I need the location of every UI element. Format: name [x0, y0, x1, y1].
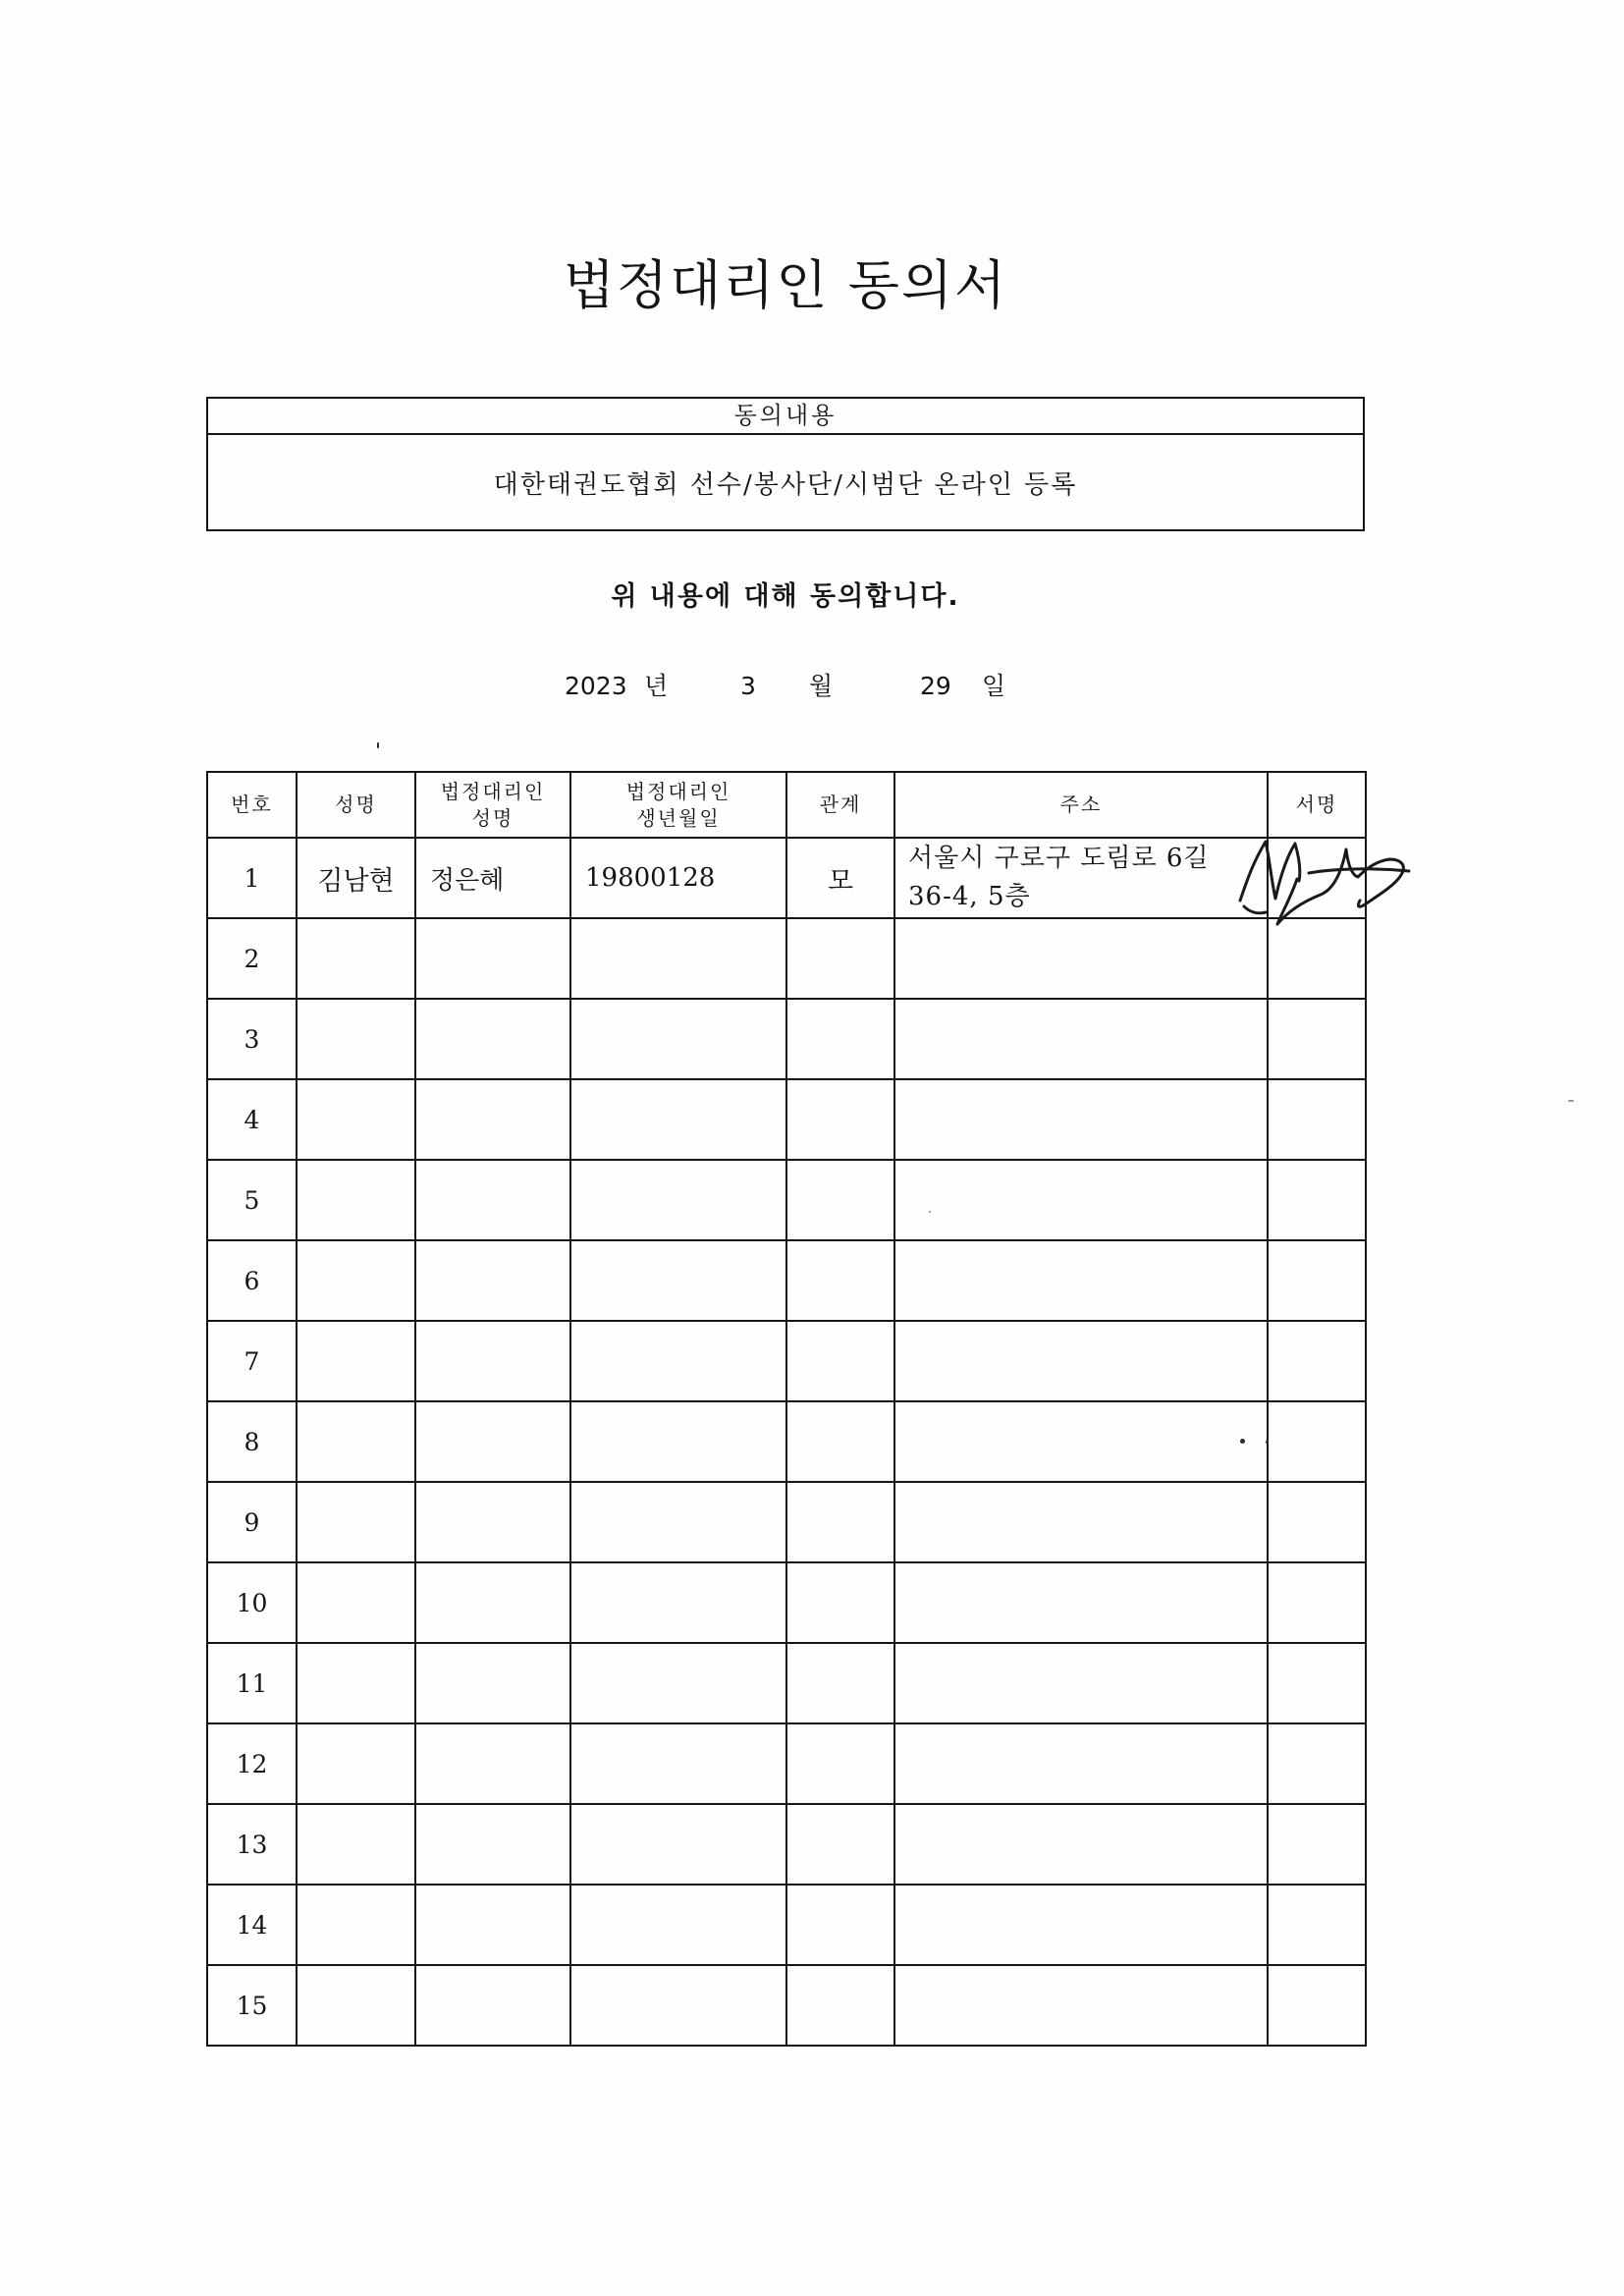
row-number: 1 [207, 838, 297, 918]
address-cell [894, 1804, 1268, 1885]
header-guardian-name [415, 772, 570, 838]
relation-cell [786, 1723, 894, 1804]
relation-cell [786, 1160, 894, 1240]
guardian-birth-cell [570, 1723, 786, 1804]
date-year-unit: 년 [644, 672, 669, 700]
table-row [207, 1482, 1366, 1562]
guardian-birth-cell [570, 1160, 786, 1240]
relation-cell [786, 1079, 894, 1160]
row-number: 14 [207, 1885, 297, 1965]
consent-box [206, 397, 1365, 531]
address-line1: 서울시 구로구 도림로 6길 [908, 844, 1210, 873]
header-guardian-birth-line2: 생년월일 [636, 805, 721, 830]
relation-cell [786, 1482, 894, 1562]
date-year: 2023 [565, 672, 627, 700]
relation-cell [786, 999, 894, 1079]
signature-cell [1268, 1401, 1366, 1482]
table-row [207, 1723, 1366, 1804]
row-number: 9 [207, 1482, 297, 1562]
header-relation: 관계 [786, 772, 894, 838]
guardian-birth-cell [570, 918, 786, 999]
consent-header: 동의내용 [208, 399, 1363, 435]
table-row [207, 1965, 1366, 2046]
guardian-birth-cell [570, 1240, 786, 1321]
signature-cell [1268, 1079, 1366, 1160]
row-number: 11 [207, 1643, 297, 1723]
guardian-name-cell [415, 1240, 570, 1321]
document-title: 법정대리인 동의서 [563, 254, 1008, 316]
header-signature: 서명 [1268, 772, 1366, 838]
signature-cell [1268, 1562, 1366, 1643]
address-cell [894, 1321, 1268, 1401]
table-row [207, 1643, 1366, 1723]
table-header-row [207, 772, 1366, 838]
guardian-birth-cell [570, 1482, 786, 1562]
signature-cell [1268, 1804, 1366, 1885]
signature-cell [1268, 1885, 1366, 1965]
name-cell [297, 1401, 415, 1482]
guardian-name-cell [415, 1965, 570, 2046]
signature-cell [1268, 1321, 1366, 1401]
name-cell [297, 918, 415, 999]
scan-speck [377, 742, 379, 748]
signature-cell [1268, 1482, 1366, 1562]
address-line2: 36-4, 5층 [908, 882, 1031, 911]
signature-cell [1268, 1643, 1366, 1723]
guardian-name-cell [415, 1321, 570, 1401]
address-cell [894, 1643, 1268, 1723]
consent-content: 대한태권도협회 선수/봉사단/시범단 온라인 등록 [493, 469, 1078, 500]
guardian-name-cell: 정은혜 [415, 838, 570, 918]
guardian-name-cell [415, 1401, 570, 1482]
row-number: 5 [207, 1160, 297, 1240]
relation-cell: 모 [786, 838, 894, 918]
guardian-name-cell [415, 1804, 570, 1885]
guardian-name-cell [415, 1643, 570, 1723]
name-cell [297, 1965, 415, 2046]
row-number: 13 [207, 1804, 297, 1885]
name-cell: 김남현 [297, 838, 415, 918]
date-day-unit: 일 [982, 672, 1006, 700]
relation-cell [786, 1562, 894, 1643]
address-cell [894, 1240, 1268, 1321]
guardian-birth-cell [570, 1885, 786, 1965]
signature-cell [1268, 1240, 1366, 1321]
relation-cell [786, 1240, 894, 1321]
guardian-birth-cell [570, 1643, 786, 1723]
address-cell [894, 1401, 1268, 1482]
header-number: 번호 [207, 772, 297, 838]
guardian-birth-cell [570, 1804, 786, 1885]
address-cell [894, 1885, 1268, 1965]
name-cell [297, 1885, 415, 1965]
relation-cell [786, 918, 894, 999]
header-guardian-name-line2: 성명 [471, 805, 514, 830]
table-row [207, 1804, 1366, 1885]
guardian-birth-cell [570, 1321, 786, 1401]
guardian-birth-cell: 19800128 [570, 838, 786, 918]
table-row [207, 1562, 1366, 1643]
scan-speck [1266, 1441, 1269, 1444]
agreement-statement: 위 내용에 대해 동의합니다. [611, 581, 960, 612]
guardian-name-cell [415, 999, 570, 1079]
table-row [207, 1079, 1366, 1160]
date-month-unit: 월 [809, 672, 834, 700]
table-row [207, 1885, 1366, 1965]
table-row [207, 1240, 1366, 1321]
table-row [207, 999, 1366, 1079]
address-cell [894, 1723, 1268, 1804]
address-cell [894, 1965, 1268, 2046]
guardian-birth-cell [570, 1079, 786, 1160]
guardian-name-cell [415, 1562, 570, 1643]
signature-cell [1268, 999, 1366, 1079]
relation-cell [786, 1885, 894, 1965]
scan-speck [1568, 1100, 1574, 1102]
signature-cell [1268, 1160, 1366, 1240]
guardian-name-cell [415, 1885, 570, 1965]
relation-cell [786, 1804, 894, 1885]
table-row [207, 838, 1366, 918]
relation-cell [786, 1401, 894, 1482]
row-number: 7 [207, 1321, 297, 1401]
table-row [207, 1401, 1366, 1482]
row-number: 15 [207, 1965, 297, 2046]
header-address: 주소 [894, 772, 1268, 838]
table-row [207, 1160, 1366, 1240]
registration-table [206, 771, 1367, 2047]
address-cell [894, 1482, 1268, 1562]
address-cell [894, 999, 1268, 1079]
header-name: 성명 [297, 772, 415, 838]
row-number: 12 [207, 1723, 297, 1804]
guardian-birth-cell [570, 1965, 786, 2046]
row-number: 2 [207, 918, 297, 999]
guardian-birth-cell [570, 1562, 786, 1643]
row-number: 8 [207, 1401, 297, 1482]
name-cell [297, 1804, 415, 1885]
row-number: 10 [207, 1562, 297, 1643]
scan-speck [1240, 1439, 1245, 1444]
header-guardian-birth-line1: 법정대리인 [625, 779, 731, 803]
signature-cell [1268, 1965, 1366, 2046]
row-number: 6 [207, 1240, 297, 1321]
header-guardian-name-line1: 법정대리인 [440, 779, 546, 803]
guardian-name-cell [415, 1723, 570, 1804]
name-cell [297, 999, 415, 1079]
relation-cell [786, 1321, 894, 1401]
name-cell [297, 1079, 415, 1160]
guardian-name-cell [415, 1079, 570, 1160]
guardian-name-cell [415, 1160, 570, 1240]
date-month: 3 [740, 672, 756, 700]
date-day: 29 [920, 672, 951, 700]
table-row [207, 1321, 1366, 1401]
name-cell [297, 1240, 415, 1321]
name-cell [297, 1643, 415, 1723]
relation-cell [786, 1643, 894, 1723]
name-cell [297, 1482, 415, 1562]
header-guardian-birth [570, 772, 786, 838]
guardian-birth-cell [570, 1401, 786, 1482]
row-number: 3 [207, 999, 297, 1079]
address-cell [894, 1079, 1268, 1160]
address-cell [894, 1562, 1268, 1643]
address-cell [894, 918, 1268, 999]
address-cell [894, 1160, 1268, 1240]
name-cell [297, 1160, 415, 1240]
guardian-name-cell [415, 918, 570, 999]
row-number: 4 [207, 1079, 297, 1160]
consent-date [0, 668, 1624, 705]
relation-cell [786, 1965, 894, 2046]
guardian-birth-cell [570, 999, 786, 1079]
name-cell [297, 1321, 415, 1401]
name-cell [297, 1562, 415, 1643]
address-cell [894, 838, 1268, 918]
signature-cell [1268, 1723, 1366, 1804]
name-cell [297, 1723, 415, 1804]
table-row [207, 918, 1366, 999]
scan-speck [929, 1211, 931, 1213]
signature-scribble [1232, 830, 1414, 933]
guardian-name-cell [415, 1482, 570, 1562]
